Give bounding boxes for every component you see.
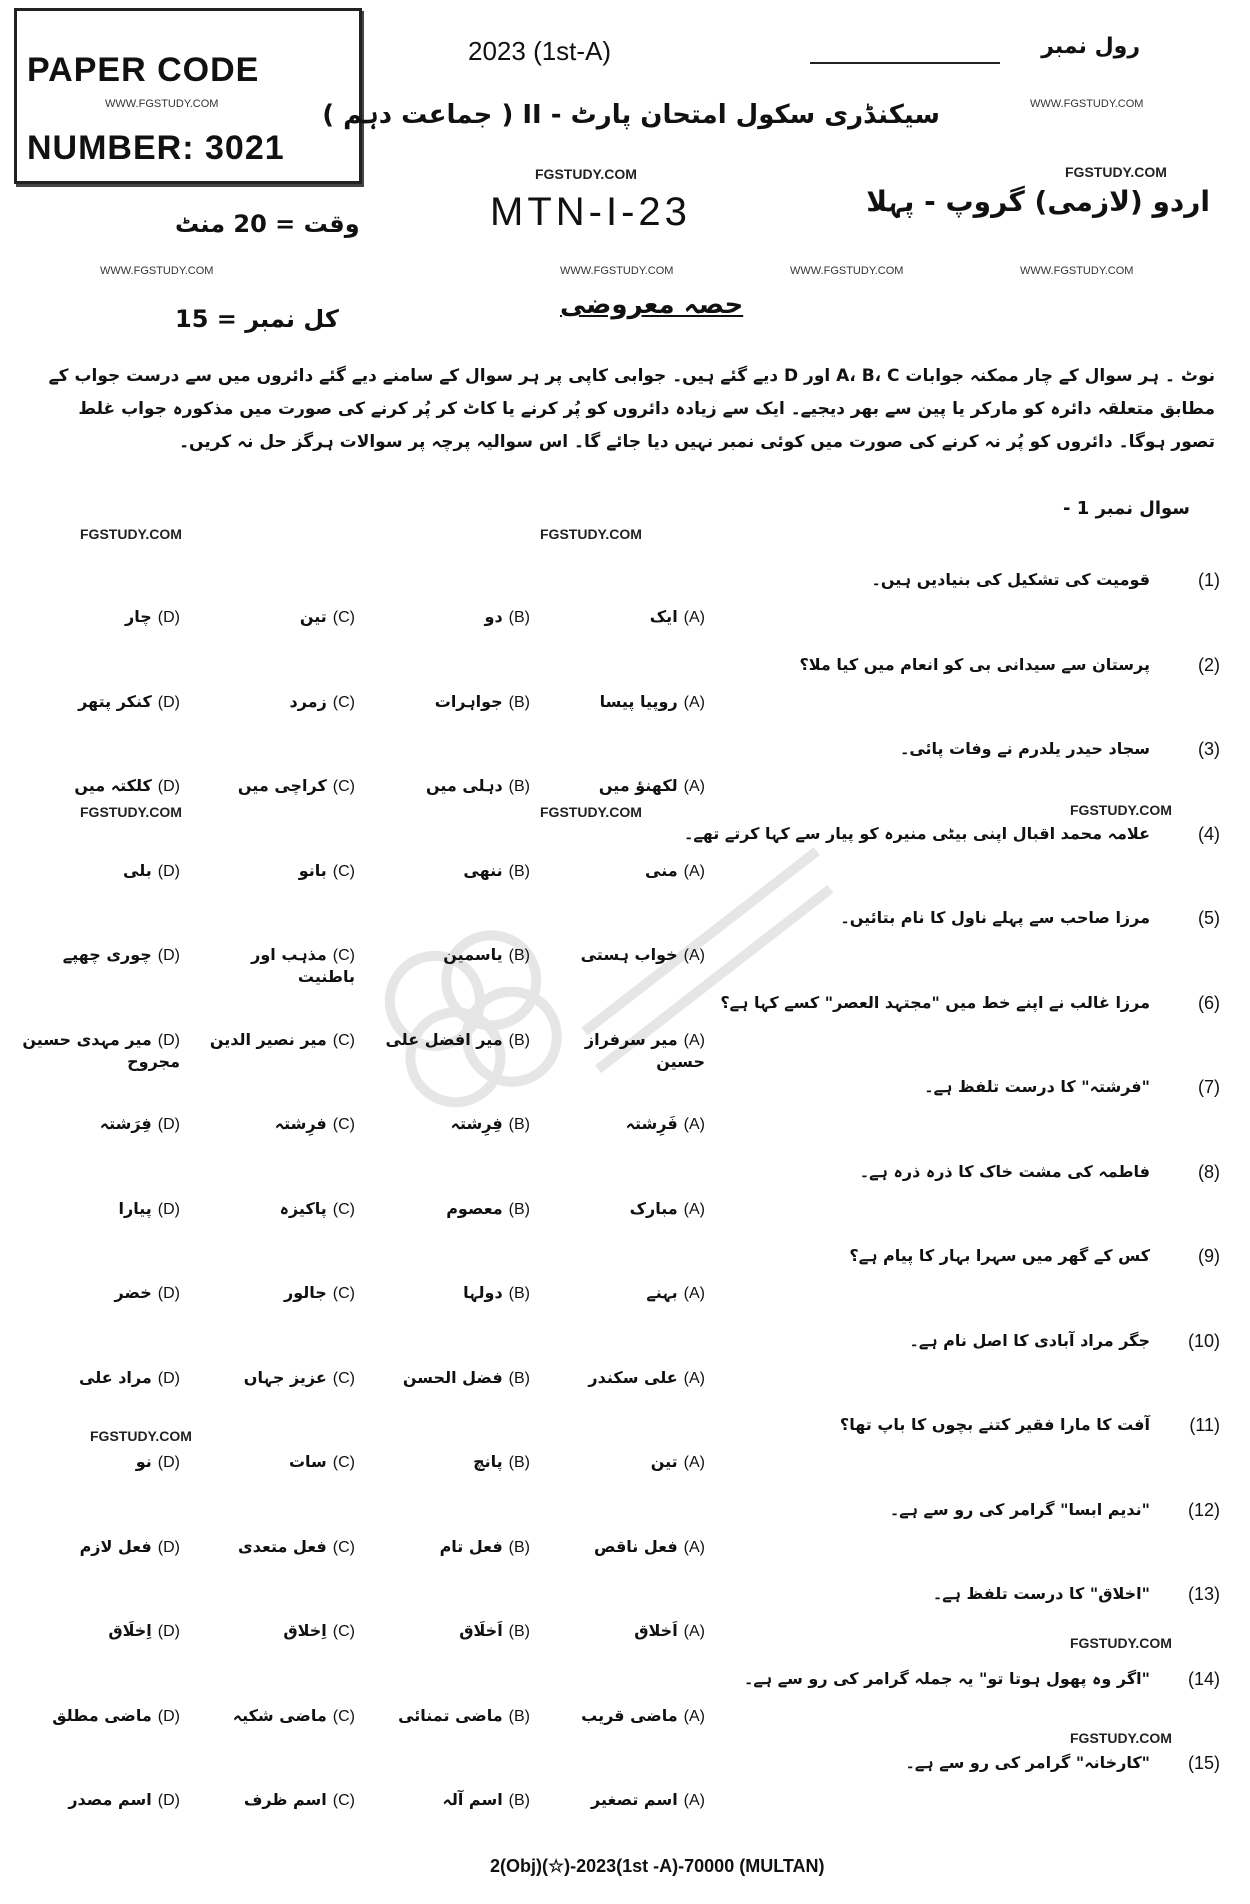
watermark: FGSTUDY.COM	[540, 804, 642, 820]
watermark: WWW.FGSTUDY.COM	[790, 265, 904, 277]
option-a	[540, 1029, 705, 1072]
watermark: FGSTUDY.COM	[1070, 802, 1172, 818]
option-text: ماضی مطلق	[52, 1705, 152, 1725]
option-label: (A)	[683, 778, 705, 795]
option-text: اسم تصغیر	[591, 1790, 678, 1809]
option-a	[540, 1113, 705, 1135]
option-label: (C)	[332, 1285, 355, 1302]
option-text: میر افضل علی	[385, 1029, 503, 1049]
option-text: اسم مصدر	[68, 1790, 152, 1809]
total-marks: کل نمبر = 15	[175, 305, 339, 333]
option-text: ننھی	[463, 860, 503, 880]
option-d	[15, 1451, 180, 1473]
section-title: حصہ معروضی	[560, 290, 744, 320]
option-label: (A)	[683, 693, 705, 711]
option-c	[190, 860, 355, 882]
question-number: (7)	[1198, 1077, 1220, 1097]
option-text: فرِشتہ	[274, 1114, 327, 1133]
watermark: WWW.FGSTUDY.COM	[1030, 98, 1144, 110]
question-item	[0, 908, 1250, 992]
option-text: سات	[288, 1452, 327, 1471]
option-text: فضل الحسن	[402, 1367, 503, 1387]
option-b	[365, 1282, 530, 1304]
question-number: (10)	[1187, 1330, 1220, 1351]
roll-number-label: رول نمبر	[1041, 34, 1140, 59]
option-d	[15, 1705, 180, 1727]
watermark: FGSTUDY.COM	[1070, 1635, 1172, 1651]
option-a	[540, 1789, 705, 1811]
watermark: WWW.FGSTUDY.COM	[560, 265, 674, 277]
watermark: FGSTUDY.COM	[540, 526, 642, 542]
question-item	[0, 1415, 1250, 1499]
option-text: اِخلاق	[283, 1621, 327, 1640]
option-label: (D)	[157, 778, 180, 795]
question-item	[0, 1753, 1250, 1837]
option-text: یاسمین	[443, 945, 503, 964]
option-c	[190, 1367, 355, 1389]
option-label: (D)	[157, 1031, 180, 1049]
option-label: (C)	[332, 1623, 355, 1640]
option-c	[190, 1198, 355, 1220]
option-text: میر سرفراز حسین	[584, 1029, 705, 1071]
paper-code-box	[14, 8, 362, 184]
option-label: (B)	[508, 1200, 530, 1218]
option-text: ایک	[649, 607, 678, 626]
option-d	[15, 1113, 180, 1135]
question-text: "اخلاق" کا درست تلفظ ہے۔	[932, 1584, 1150, 1603]
option-text: فِرَشتہ	[99, 1114, 152, 1133]
option-label: (C)	[332, 1031, 355, 1049]
watermark: WWW.FGSTUDY.COM	[105, 98, 219, 110]
option-b	[365, 1198, 530, 1220]
option-label: (C)	[332, 693, 355, 711]
option-label: (A)	[683, 1200, 705, 1218]
option-label: (D)	[157, 1792, 180, 1809]
option-text: معصوم	[446, 1198, 503, 1218]
option-label: (A)	[683, 862, 705, 880]
option-b	[365, 691, 530, 713]
option-d	[15, 1282, 180, 1304]
option-label: (D)	[157, 862, 180, 880]
option-d	[15, 606, 180, 628]
question-text: "اگر وہ پھول ہوتا تو" یہ جملہ گرامر کی رو سے ہے۔	[744, 1668, 1150, 1688]
option-d	[15, 1789, 180, 1811]
question-text: "ندیم ابسا" گرامر کی رو سے ہے۔	[889, 1499, 1150, 1519]
option-text: فعل لازم	[79, 1536, 152, 1556]
question-item	[0, 1077, 1250, 1161]
option-c	[190, 1789, 355, 1811]
option-label: (C)	[332, 1116, 355, 1133]
option-text: اَخلَاق	[459, 1621, 503, 1640]
option-label: (B)	[508, 609, 530, 626]
question-number: (8)	[1198, 1161, 1220, 1182]
roll-number-line	[810, 62, 1000, 64]
option-text: پاکیزہ	[279, 1198, 327, 1218]
option-c	[190, 1113, 355, 1135]
question-number: (6)	[1198, 992, 1220, 1013]
option-d	[15, 944, 180, 966]
option-label: (B)	[508, 1538, 530, 1556]
question-text: فاطمہ کی مشت خاک کا ذرہ ذرہ ہے۔	[859, 1161, 1150, 1181]
option-text: لکھنؤ میں	[598, 776, 678, 795]
option-text: کلکتہ میں	[74, 776, 152, 795]
question-number: (12)	[1187, 1499, 1220, 1520]
option-text: منی	[645, 860, 678, 880]
subject-group: اردو (لازمی) گروپ - پہلا	[866, 185, 1210, 218]
question-item	[0, 1500, 1250, 1584]
option-b	[365, 860, 530, 882]
option-text: جواہرات	[434, 691, 503, 711]
option-c	[190, 1451, 355, 1473]
option-label: (A)	[683, 1369, 705, 1387]
option-label: (A)	[683, 947, 705, 964]
option-c	[190, 1029, 355, 1051]
option-a	[540, 1705, 705, 1727]
option-label: (A)	[683, 1454, 705, 1471]
option-label: (A)	[683, 1538, 705, 1556]
option-text: مذہب اور باطنیت	[251, 945, 355, 986]
exam-title: سیکنڈری سکول امتحان پارٹ - II ( جماعت دہم )	[322, 100, 940, 130]
option-text: میر مہدی حسین مجروح	[22, 1029, 180, 1071]
option-label: (C)	[332, 947, 355, 964]
option-text: اسم آلہ	[442, 1790, 503, 1809]
option-c	[190, 1705, 355, 1727]
question-text: مرزا غالب نے اپنے خط میں "مجتہد العصر" کسے کہا ہے؟	[720, 992, 1150, 1012]
option-label: (A)	[683, 1031, 705, 1049]
option-label: (C)	[332, 1707, 355, 1725]
option-text: ماضی تمنائی	[398, 1705, 503, 1725]
option-text: اِخلَاق	[108, 1621, 152, 1640]
option-d	[15, 1536, 180, 1558]
option-c	[190, 1282, 355, 1304]
question-number: (15)	[1187, 1753, 1220, 1773]
option-label: (B)	[508, 1285, 530, 1302]
option-text: جالور	[283, 1283, 327, 1302]
watermark: WWW.FGSTUDY.COM	[1020, 265, 1134, 277]
option-c	[190, 1620, 355, 1642]
option-label: (D)	[157, 1623, 180, 1640]
option-a	[540, 775, 705, 797]
option-label: (A)	[683, 1792, 705, 1809]
question-text: علامہ محمد اقبال اپنی بیٹی منیرہ کو پیار سے کہا کرتے تھے۔	[683, 823, 1150, 843]
option-label: (D)	[157, 1538, 180, 1556]
option-d	[15, 860, 180, 882]
question-number: (11)	[1189, 1415, 1220, 1435]
option-label: (D)	[157, 1707, 180, 1725]
option-label: (A)	[683, 1707, 705, 1725]
option-label: (B)	[508, 1116, 530, 1133]
option-text: اَخلاق	[634, 1621, 678, 1640]
question-item	[0, 1584, 1250, 1668]
option-label: (C)	[332, 778, 355, 795]
question-heading: سوال نمبر 1 -	[1063, 498, 1190, 519]
option-label: (A)	[683, 1116, 705, 1133]
paper-code-number-value: 3021	[205, 129, 285, 167]
question-number: (9)	[1198, 1246, 1220, 1266]
option-text: دہلی میں	[425, 776, 503, 795]
option-text: فعل تام	[439, 1536, 503, 1556]
option-label: (B)	[508, 1454, 530, 1471]
option-text: مبارک	[629, 1198, 678, 1218]
question-text: جگر مراد آبادی کا اصل نام ہے۔	[909, 1330, 1150, 1350]
option-label: (C)	[332, 862, 355, 880]
option-label: (C)	[332, 609, 355, 626]
question-item	[0, 655, 1250, 739]
question-item	[0, 1669, 1250, 1753]
option-a	[540, 691, 705, 713]
option-b	[365, 1789, 530, 1811]
option-label: (B)	[508, 862, 530, 880]
option-a	[540, 1367, 705, 1389]
question-number: (5)	[1198, 908, 1220, 928]
question-item	[0, 1246, 1250, 1330]
option-label: (B)	[508, 693, 530, 711]
question-text: کس کے گھر میں سہرا بہار کا پیام ہے؟	[849, 1246, 1150, 1265]
option-a	[540, 1198, 705, 1220]
paper-code-number-label: NUMBER:	[27, 129, 195, 167]
paper-code-label: PAPER CODE	[27, 51, 260, 89]
option-label: (B)	[508, 778, 530, 795]
option-c	[190, 691, 355, 713]
option-label: (D)	[157, 1116, 180, 1133]
question-number: (1)	[1198, 570, 1220, 590]
option-a	[540, 606, 705, 628]
question-number: (13)	[1187, 1584, 1220, 1604]
instructions-note: نوٹ ۔ ہر سوال کے چار ممکنہ جوابات A، B، C اور D دیے گئے ہیں۔ جوابی کاپی پر ہر سوال کے سامنے دیے گئے دائروں میں سے درست جواب کے مطابق متعلقہ دائرہ کو مارکر یا پین سے بھر دیجیے۔ ایک سے زیادہ دائروں کو پُر کرنے یا کاٹ کر پُر کرنے کی صورت میں مذکورہ جواب غلط تصور ہوگا۔ دائروں کو پُر نہ کرنے کی صورت میں کوئی نمبر نہیں دیا جائے گا۔ اس سوالیہ پرچہ پر سوالات ہرگز حل نہ کریں۔	[48, 366, 1215, 452]
question-text: "فرشتہ" کا درست تلفظ ہے۔	[924, 1077, 1150, 1096]
option-b	[365, 1451, 530, 1473]
option-label: (A)	[683, 1623, 705, 1640]
option-text: علی سکندر	[588, 1367, 678, 1387]
option-text: خضر	[114, 1283, 152, 1302]
watermark: FGSTUDY.COM	[80, 804, 182, 820]
option-c	[190, 606, 355, 628]
question-text: آفت کا مارا فقیر کتنے بچوں کا باپ تھا؟	[839, 1415, 1150, 1434]
option-text: تین	[299, 607, 327, 626]
option-label: (B)	[508, 1031, 530, 1049]
question-text: "کارخانہ" گرامر کی رو سے ہے۔	[905, 1753, 1150, 1772]
option-d	[15, 691, 180, 713]
option-text: چوری چھپے	[62, 945, 152, 964]
watermark: FGSTUDY.COM	[80, 526, 182, 542]
option-text: روپیا پیسا	[599, 691, 678, 711]
question-number: (2)	[1198, 654, 1220, 675]
option-a	[540, 1536, 705, 1558]
option-text: کراچی میں	[237, 776, 327, 795]
option-text: مراد علی	[79, 1367, 152, 1387]
option-b	[365, 606, 530, 628]
option-b	[365, 1113, 530, 1135]
option-label: (C)	[332, 1200, 355, 1218]
option-text: فَرِشتہ	[625, 1114, 678, 1133]
option-text: فعل متعدی	[238, 1536, 327, 1556]
option-text: نو	[135, 1452, 152, 1471]
option-a	[540, 860, 705, 882]
option-label: (A)	[683, 1285, 705, 1302]
option-b	[365, 944, 530, 966]
option-text: چار	[125, 607, 152, 626]
option-text: پانچ	[473, 1452, 503, 1471]
watermark: FGSTUDY.COM	[90, 1428, 192, 1444]
option-c	[190, 944, 355, 987]
question-item	[0, 1162, 1250, 1246]
option-label: (B)	[508, 1369, 530, 1387]
option-label: (D)	[157, 1369, 180, 1387]
option-label: (C)	[332, 1454, 355, 1471]
option-label: (D)	[157, 1285, 180, 1302]
option-text: بہنے	[646, 1283, 678, 1302]
option-text: فِرِشتہ	[450, 1114, 503, 1133]
question-text: قومیت کی تشکیل کی بنیادیں ہیں۔	[871, 570, 1150, 589]
option-text: کنکر پتھر	[78, 691, 152, 711]
watermark: WWW.FGSTUDY.COM	[100, 265, 214, 277]
option-text: زمرد	[289, 691, 327, 711]
option-text: عزیز جہاں	[243, 1367, 327, 1387]
option-d	[15, 1620, 180, 1642]
option-text: اسم ظرف	[243, 1790, 327, 1809]
option-label: (D)	[157, 693, 180, 711]
option-label: (D)	[157, 609, 180, 626]
option-text: ماضی قریب	[581, 1705, 678, 1725]
footer-code: 2(Obj)(☆)-2023(1st -A)-70000 (MULTAN)	[490, 1856, 825, 1876]
option-label: (C)	[332, 1538, 355, 1556]
question-item	[0, 739, 1250, 823]
option-b	[365, 775, 530, 797]
question-number: (14)	[1187, 1668, 1220, 1689]
option-label: (D)	[157, 1200, 180, 1218]
question-text: سجاد حیدر یلدرم نے وفات پائی۔	[899, 739, 1150, 758]
watermark: FGSTUDY.COM	[535, 166, 637, 182]
option-b	[365, 1367, 530, 1389]
option-b	[365, 1536, 530, 1558]
question-number: (3)	[1198, 739, 1220, 759]
option-b	[365, 1705, 530, 1727]
option-text: دو	[484, 607, 503, 626]
option-a	[540, 1620, 705, 1642]
option-text: تین	[650, 1452, 678, 1471]
watermark: FGSTUDY.COM	[1065, 164, 1167, 180]
option-text: خواب ہستی	[580, 945, 678, 964]
option-d	[15, 1198, 180, 1220]
option-label: (B)	[508, 947, 530, 964]
option-text: پیارا	[118, 1198, 152, 1218]
option-d	[15, 775, 180, 797]
option-text: میر نصیر الدین	[209, 1029, 327, 1049]
option-c	[190, 775, 355, 797]
option-text: دولہا	[463, 1283, 503, 1302]
paper-code-number	[27, 129, 285, 168]
question-item	[0, 570, 1250, 654]
option-text: ماضی شکیہ	[232, 1705, 327, 1725]
option-label: (D)	[157, 947, 180, 964]
question-number: (4)	[1198, 823, 1220, 844]
option-a	[540, 1282, 705, 1304]
paper-id: MTN-I-23	[490, 190, 691, 234]
option-label: (A)	[683, 609, 705, 626]
option-label: (C)	[332, 1369, 355, 1387]
option-label: (B)	[508, 1792, 530, 1809]
question-item	[0, 824, 1250, 908]
question-text: پرستان سے سیدانی بی کو انعام میں کیا ملا؟	[799, 654, 1150, 674]
option-label: (B)	[508, 1623, 530, 1640]
option-label: (D)	[157, 1454, 180, 1471]
option-b	[365, 1029, 530, 1051]
option-label: (C)	[332, 1792, 355, 1809]
watermark: FGSTUDY.COM	[1070, 1730, 1172, 1746]
question-item	[0, 1331, 1250, 1415]
question-item	[0, 993, 1250, 1077]
option-text: بانو	[298, 860, 327, 880]
option-c	[190, 1536, 355, 1558]
exam-year: 2023 (1st-A)	[468, 36, 612, 66]
option-d	[15, 1367, 180, 1389]
time-allowed: وقت = 20 منٹ	[175, 210, 360, 238]
option-b	[365, 1620, 530, 1642]
option-label: (B)	[508, 1707, 530, 1725]
option-d	[15, 1029, 180, 1072]
option-text: بلی	[123, 860, 152, 880]
option-a	[540, 944, 705, 966]
question-text: مرزا صاحب سے پہلے ناول کا نام بتائیں۔	[840, 908, 1150, 927]
option-text: فعل ناقص	[593, 1536, 678, 1556]
option-a	[540, 1451, 705, 1473]
